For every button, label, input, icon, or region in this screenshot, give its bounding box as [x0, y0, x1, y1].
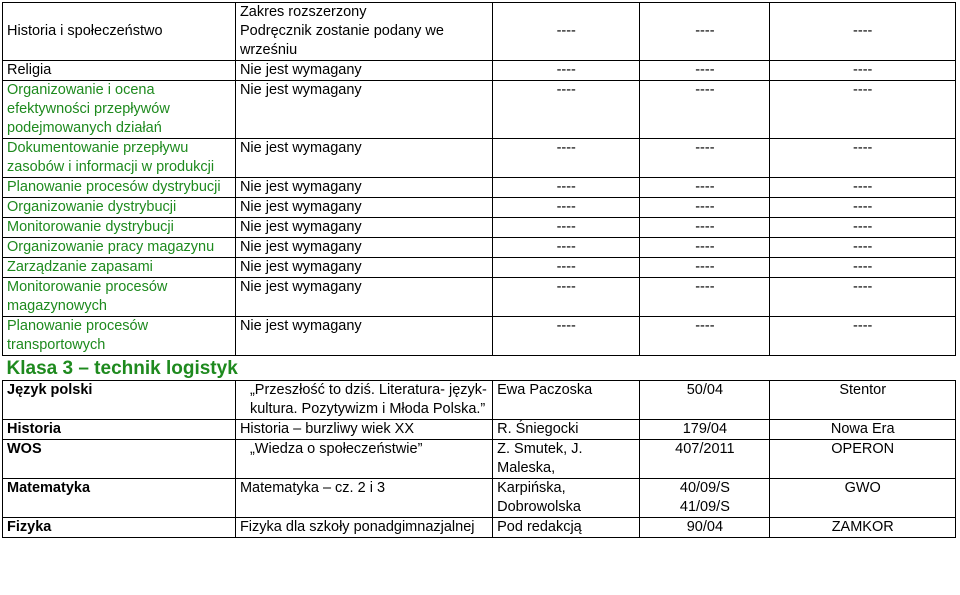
subject-cell: Organizowanie dystrybucji	[3, 198, 236, 218]
subject-cell: Planowanie procesów transportowych	[3, 317, 236, 356]
table-row	[3, 3, 956, 61]
author-cell: Ewa Paczoska	[493, 381, 640, 420]
subject-cell: Planowanie procesów dystrybucji	[3, 178, 236, 198]
dash-cell: ----	[493, 198, 640, 218]
dash-cell: ----	[493, 317, 640, 356]
approval-number-cell: 40/09/S 41/09/S	[640, 479, 770, 518]
publisher-cell: GWO	[770, 479, 956, 518]
textbook-cell: Fizyka dla szkoły ponadgimnazjalnej	[235, 518, 492, 538]
table-row	[3, 238, 956, 258]
dash-cell: ----	[770, 278, 956, 317]
textbook-cell: „Przeszłość to dziś. Literatura- język- kultura. Pozytywizm i Młoda Polska.”	[235, 381, 492, 420]
dash-cell: ----	[770, 238, 956, 258]
author-cell: Z. Smutek, J. Maleska,	[493, 440, 640, 479]
class-title: Klasa 3 – technik logistyk	[3, 356, 956, 381]
dash-cell: ----	[770, 81, 956, 139]
dash-cell: ----	[770, 218, 956, 238]
publisher-cell: OPERON	[770, 440, 956, 479]
dash-cell: ----	[770, 61, 956, 81]
textbook-cell: Nie jest wymagany	[235, 278, 492, 317]
dash-cell: ----	[493, 218, 640, 238]
approval-number-cell: 90/04	[640, 518, 770, 538]
textbook-cell: Nie jest wymagany	[235, 317, 492, 356]
dash-cell: ----	[493, 258, 640, 278]
table-row	[3, 218, 956, 238]
table-row	[3, 518, 956, 538]
dash-cell: ----	[770, 3, 956, 61]
dash-cell: ----	[493, 81, 640, 139]
publisher-cell: ZAMKOR	[770, 518, 956, 538]
publisher-cell: Nowa Era	[770, 420, 956, 440]
dash-cell: ----	[640, 258, 770, 278]
table-row	[3, 440, 956, 479]
textbook-cell: Nie jest wymagany	[235, 139, 492, 178]
dash-cell: ----	[640, 81, 770, 139]
textbook-cell: Historia – burzliwy wiek XX	[235, 420, 492, 440]
textbook-cell: Nie jest wymagany	[235, 218, 492, 238]
textbook-table	[2, 2, 956, 538]
class-heading-row	[3, 356, 956, 381]
table-row	[3, 420, 956, 440]
dash-cell: ----	[640, 139, 770, 178]
textbook-cell: Matematyka – cz. 2 i 3	[235, 479, 492, 518]
approval-number-cell: 50/04	[640, 381, 770, 420]
author-cell: Pod redakcją	[493, 518, 640, 538]
dash-cell: ----	[640, 178, 770, 198]
table-row	[3, 479, 956, 518]
table-row	[3, 258, 956, 278]
dash-cell: ----	[640, 317, 770, 356]
dash-cell: ----	[770, 317, 956, 356]
dash-cell: ----	[640, 61, 770, 81]
dash-cell: ----	[770, 178, 956, 198]
textbook-cell: Nie jest wymagany	[235, 198, 492, 218]
subject-cell: Historia	[3, 420, 236, 440]
dash-cell: ----	[493, 178, 640, 198]
dash-cell: ----	[493, 278, 640, 317]
approval-number-cell: 179/04	[640, 420, 770, 440]
textbook-text: Podręcznik zostanie podany we wrześniu	[239, 23, 444, 58]
subject-cell: Historia i społeczeństwo	[3, 3, 236, 61]
author-cell: R. Śniegocki	[493, 420, 640, 440]
textbook-cell	[235, 3, 492, 61]
subject-cell: WOS	[3, 440, 236, 479]
dash-cell: ----	[493, 61, 640, 81]
table-body	[3, 3, 956, 538]
subject-cell: Matematyka	[3, 479, 236, 518]
dash-cell: ----	[640, 198, 770, 218]
dash-cell: ----	[770, 258, 956, 278]
table-row	[3, 81, 956, 139]
extended-scope-label: Zakres rozszerzony	[239, 4, 367, 20]
dash-cell: ----	[640, 218, 770, 238]
subject-cell: Zarządzanie zapasami	[3, 258, 236, 278]
textbook-cell: Nie jest wymagany	[235, 238, 492, 258]
approval-number-cell: 407/2011	[640, 440, 770, 479]
subject-cell: Religia	[3, 61, 236, 81]
subject-cell: Monitorowanie dystrybucji	[3, 218, 236, 238]
textbook-cell: „Wiedza o społeczeństwie”	[235, 440, 492, 479]
dash-cell: ----	[770, 198, 956, 218]
table-row	[3, 278, 956, 317]
dash-cell: ----	[770, 139, 956, 178]
table-row	[3, 198, 956, 218]
textbook-cell: Nie jest wymagany	[235, 258, 492, 278]
subject-cell: Język polski	[3, 381, 236, 420]
subject-cell: Monitorowanie procesów magazynowych	[3, 278, 236, 317]
subject-cell: Organizowanie pracy magazynu	[3, 238, 236, 258]
table-row	[3, 178, 956, 198]
subject-cell: Fizyka	[3, 518, 236, 538]
dash-cell: ----	[493, 3, 640, 61]
textbook-cell: Nie jest wymagany	[235, 61, 492, 81]
subject-cell: Organizowanie i ocena efektywności przepływów podejmowanych działań	[3, 81, 236, 139]
subject-cell: Dokumentowanie przepływu zasobów i informacji w produkcji	[3, 139, 236, 178]
table-row	[3, 317, 956, 356]
dash-cell: ----	[493, 238, 640, 258]
author-cell: Karpińska, Dobrowolska	[493, 479, 640, 518]
dash-cell: ----	[640, 238, 770, 258]
dash-cell: ----	[640, 278, 770, 317]
textbook-cell: Nie jest wymagany	[235, 178, 492, 198]
dash-cell: ----	[640, 3, 770, 61]
table-row	[3, 139, 956, 178]
table-row	[3, 61, 956, 81]
publisher-cell: Stentor	[770, 381, 956, 420]
dash-cell: ----	[493, 139, 640, 178]
textbook-cell: Nie jest wymagany	[235, 81, 492, 139]
table-row	[3, 381, 956, 420]
